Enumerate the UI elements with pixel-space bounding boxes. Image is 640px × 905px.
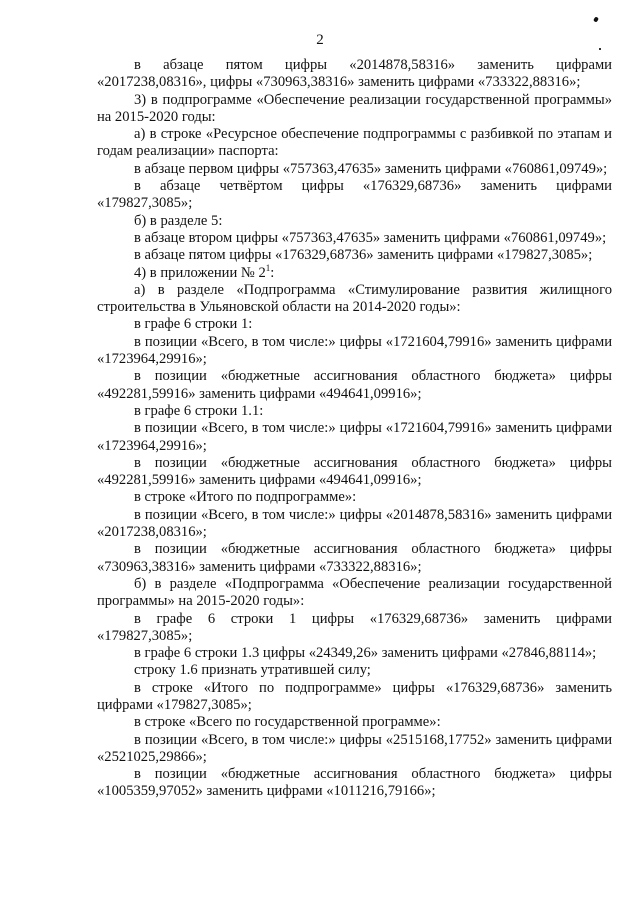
paragraph [97, 541, 612, 576]
paragraph-text: в позиции «Всего, в том числе:» цифры «2515168,17752» заменить цифрами «2521025,29866»; [97, 731, 612, 765]
paragraph [97, 126, 612, 161]
paragraph [97, 766, 612, 801]
paragraph-text: 3) в подпрограмме «Обеспечение реализации государственной программы» на 2015-2020 годы: [97, 91, 612, 125]
paragraph [97, 507, 612, 542]
paragraph [97, 576, 612, 611]
paragraph-text: в позиции «бюджетные ассигнования областного бюджета» цифры «492281,59916» заменить цифрами «494641,09916»; [97, 368, 612, 402]
paragraph-text: б) в разделе «Подпрограмма «Обеспечение реализации государственной программы» на 2015-2020 годы»: [97, 575, 612, 610]
paragraph-text: в графе 6 строки 1 цифры «176329,68736» заменить цифрами «179827,3085»; [97, 610, 612, 644]
footnote-mark: 1 [265, 262, 271, 273]
paragraph [97, 645, 612, 662]
paragraph-text: в абзаце втором цифры «757363,47635» заменить цифрами «760861,09749»; [134, 229, 607, 246]
paragraph-text: 4) в приложении № 2 [134, 264, 266, 281]
scan-mark [593, 16, 599, 22]
paragraph-text: в абзаце первом цифры «757363,47635» заменить цифрами «760861,09749»; [134, 160, 608, 177]
paragraph [97, 282, 612, 317]
paragraph [97, 611, 612, 646]
paragraph [97, 714, 612, 731]
paragraph [97, 161, 612, 178]
paragraph [97, 680, 612, 715]
paragraph-text: в абзаце пятом цифры «176329,68736» заменить цифрами «179827,3085»; [134, 247, 593, 264]
paragraph-text: в позиции «Всего, в том числе:» цифры «2014878,58316» заменить цифрами «2017238,08316»; [97, 506, 612, 541]
paragraph-text: в графе 6 строки 1.1: [134, 402, 264, 419]
paragraph-text: в абзаце четвёртом цифры «176329,68736» заменить цифрами «179827,3085»; [97, 178, 612, 212]
paragraph [97, 334, 612, 369]
paragraph [97, 92, 612, 127]
paragraph-text: в позиции «Всего, в том числе:» цифры «1721604,79916» заменить цифрами «1723964,29916»; [97, 333, 612, 368]
paragraph-text: в абзаце пятом цифры «2014878,58316» заменить цифрами «2017238,08316», цифры «730963,38316» заменить цифрами «733322,88316»; [97, 57, 612, 91]
paragraph [97, 316, 612, 333]
paragraph-text: в позиции «бюджетные ассигнования областного бюджета» цифры «492281,59916» заменить цифрами «494641,09916»; [97, 454, 612, 489]
paragraph [97, 368, 612, 403]
paragraph-text: а) в разделе «Подпрограмма «Стимулирование развития жилищного строительства в Ульяновской области на 2014-2020 годы»: [97, 281, 612, 316]
paragraph-text: в графе 6 строки 1: [134, 316, 253, 333]
paragraph-text: в позиции «бюджетные ассигнования областного бюджета» цифры «730963,38316» заменить цифрами «733322,88316»; [97, 541, 612, 575]
paragraph [97, 732, 612, 767]
paragraph [97, 489, 612, 506]
paragraph-text: в позиции «бюджетные ассигнования областного бюджета» цифры «1005359,97052» заменить цифрами «1011216,79166»; [97, 766, 612, 800]
paragraph-text-tail: : [270, 264, 275, 281]
paragraph [97, 420, 612, 455]
paragraph-text: в графе 6 строки 1.3 цифры «24349,26» заменить цифрами «27846,88114»; [134, 645, 597, 662]
paragraph [97, 403, 612, 420]
paragraph-text: а) в строке «Ресурсное обеспечение подпрограммы с разбивкой по этапам и годам реализации» паспорта: [97, 126, 612, 160]
paragraph-text: строку 1.6 признать утратившей силу; [134, 662, 371, 679]
paragraph-text: в строке «Итого по подпрограмме» цифры «176329,68736» заменить цифрами «179827,3085»; [97, 679, 612, 713]
paragraph-text: в позиции «Всего, в том числе:» цифры «1721604,79916» заменить цифрами «1723964,29916»; [97, 420, 612, 454]
page-number: 2 [316, 32, 324, 48]
paragraph [97, 262, 612, 282]
paragraph-text: в строке «Всего по государственной программе»: [134, 714, 441, 731]
paragraph [97, 247, 612, 264]
paragraph [97, 57, 612, 92]
paragraph [97, 662, 612, 679]
paragraph [97, 213, 612, 230]
document-body [97, 57, 612, 801]
paragraph [97, 455, 612, 490]
paragraph-text: б) в разделе 5: [134, 212, 223, 229]
paragraph [97, 230, 612, 247]
paragraph-text: в строке «Итого по подпрограмме»: [134, 489, 357, 506]
paragraph [97, 178, 612, 213]
